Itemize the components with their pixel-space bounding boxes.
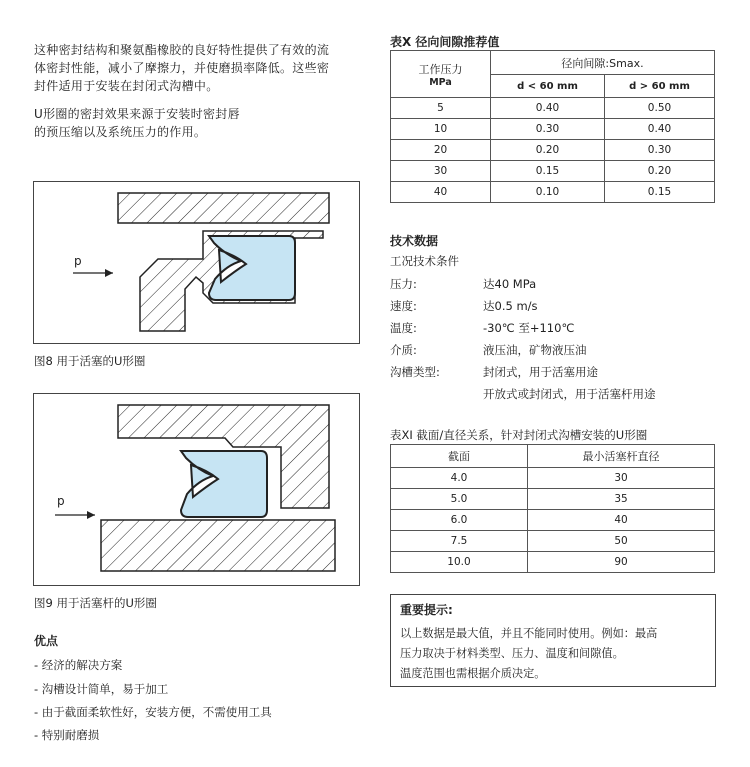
figure-9-rod-u-ring [33, 393, 360, 586]
table-cell: 40 [528, 510, 715, 531]
col-gap-header: 径向间隙:Smax. [491, 51, 715, 75]
u-ring-seal [209, 236, 295, 300]
table-cell: 20 [391, 140, 491, 161]
table-row [391, 552, 715, 573]
u-ring-seal [181, 451, 267, 517]
pressure-label: p [74, 254, 82, 268]
notice-line: 以上数据是最大值，并且不能同时使用。例如：最高 [400, 627, 658, 640]
table-cell: 0.15 [605, 182, 715, 203]
spec-value: -30℃ 至+110℃ [483, 321, 575, 335]
spec-value: 开放式或封闭式，用于活塞杆用途 [483, 387, 656, 401]
figure-8-caption: 图8 用于活塞的U形圈 [34, 354, 146, 368]
table-cell: 0.30 [605, 140, 715, 161]
piston-rod [101, 520, 335, 571]
table-cell: 10.0 [391, 552, 528, 573]
table-row [391, 510, 715, 531]
arrow-head-icon [105, 269, 113, 277]
intro-line: U形圈的密封效果来源于安装时密封唇 [34, 107, 240, 121]
table-row [391, 119, 715, 140]
list-item: - 沟槽设计简单，易于加工 [34, 682, 169, 696]
table-xi-title: 表XI 截面/直径关系，针对封闭式沟槽安装的U形圈 [390, 428, 648, 442]
table-row [391, 468, 715, 489]
table-cell: 5 [391, 98, 491, 119]
table-cell: 30 [528, 468, 715, 489]
table-cell: 0.20 [491, 140, 605, 161]
table-row [391, 182, 715, 203]
spec-value: 封闭式，用于活塞用途 [483, 365, 598, 379]
table-cell: 90 [528, 552, 715, 573]
figure-9-caption: 图9 用于活塞杆的U形圈 [34, 596, 157, 610]
important-notice-box [390, 594, 716, 687]
table-cell: 0.10 [491, 182, 605, 203]
notice-line: 温度范围也需根据介质决定。 [400, 667, 546, 680]
table-cell: 6.0 [391, 510, 528, 531]
table-cell: 0.20 [605, 161, 715, 182]
table-cell: 35 [528, 489, 715, 510]
spec-label: 速度: [390, 299, 417, 313]
table-cell: 30 [391, 161, 491, 182]
spec-label: 压力: [390, 277, 417, 291]
table-cell: 5.0 [391, 489, 528, 510]
col-min-diameter-header: 最小活塞杆直径 [528, 445, 715, 468]
notice-title: 重要提示: [400, 603, 453, 617]
col-pressure-header [391, 51, 491, 98]
table-row [391, 531, 715, 552]
advantages-title: 优点 [34, 634, 59, 648]
col-pressure-label: 工作压力 [418, 62, 463, 76]
spec-label: 沟槽类型: [390, 365, 440, 379]
col-d1-header: d < 60 mm [491, 75, 605, 98]
notice-line: 压力取决于材料类型、压力、温度和间隙值。 [400, 647, 624, 660]
intro-line: 封件适用于安装在封闭式沟槽中。 [34, 79, 219, 93]
intro-line: 体密封性能，减小了摩擦力，并使磨损率降低。这些密 [34, 61, 330, 75]
col-pressure-unit: MPa [429, 76, 452, 88]
table-cell: 7.5 [391, 531, 528, 552]
intro-line: 的预压缩以及系统压力的作用。 [34, 125, 207, 139]
list-item: - 经济的解决方案 [34, 658, 123, 672]
table-cell: 10 [391, 119, 491, 140]
spec-value: 液压油，矿物液压油 [483, 343, 587, 357]
table-x-title: 表X 径向间隙推荐值 [390, 35, 500, 49]
table-row [391, 140, 715, 161]
pressure-label: p [57, 494, 65, 508]
spec-label: 介质: [390, 343, 417, 357]
table-cell: 0.40 [491, 98, 605, 119]
intro-line: 这种密封结构和聚氨酯橡胶的良好特性提供了有效的流 [34, 43, 330, 57]
tech-data-title: 技术数据 [390, 234, 439, 248]
table-xi-section-diameter [390, 444, 715, 573]
table-cell: 50 [528, 531, 715, 552]
table-cell: 0.30 [491, 119, 605, 140]
table-row [391, 98, 715, 119]
spec-value: 达40 MPa [483, 277, 537, 291]
cylinder-housing [118, 193, 329, 223]
tech-data-subtitle: 工况技术条件 [390, 254, 459, 268]
spec-label: 温度: [390, 321, 417, 335]
list-item: - 由于截面柔软性好，安装方便，不需使用工具 [34, 705, 272, 719]
table-cell: 4.0 [391, 468, 528, 489]
arrow-head-icon [87, 511, 95, 519]
intro-paragraph [34, 41, 364, 95]
table-x-radial-gap [390, 50, 715, 203]
intro-paragraph-2 [34, 105, 364, 141]
col-d2-header: d > 60 mm [605, 75, 715, 98]
col-section-header: 截面 [391, 445, 528, 468]
list-item: - 特别耐磨损 [34, 728, 100, 742]
table-cell: 0.40 [605, 119, 715, 140]
table-row [391, 489, 715, 510]
table-cell: 40 [391, 182, 491, 203]
figure-8-piston-u-ring [33, 181, 360, 344]
table-row [391, 161, 715, 182]
table-cell: 0.15 [491, 161, 605, 182]
spec-value: 达0.5 m/s [483, 299, 538, 313]
table-cell: 0.50 [605, 98, 715, 119]
